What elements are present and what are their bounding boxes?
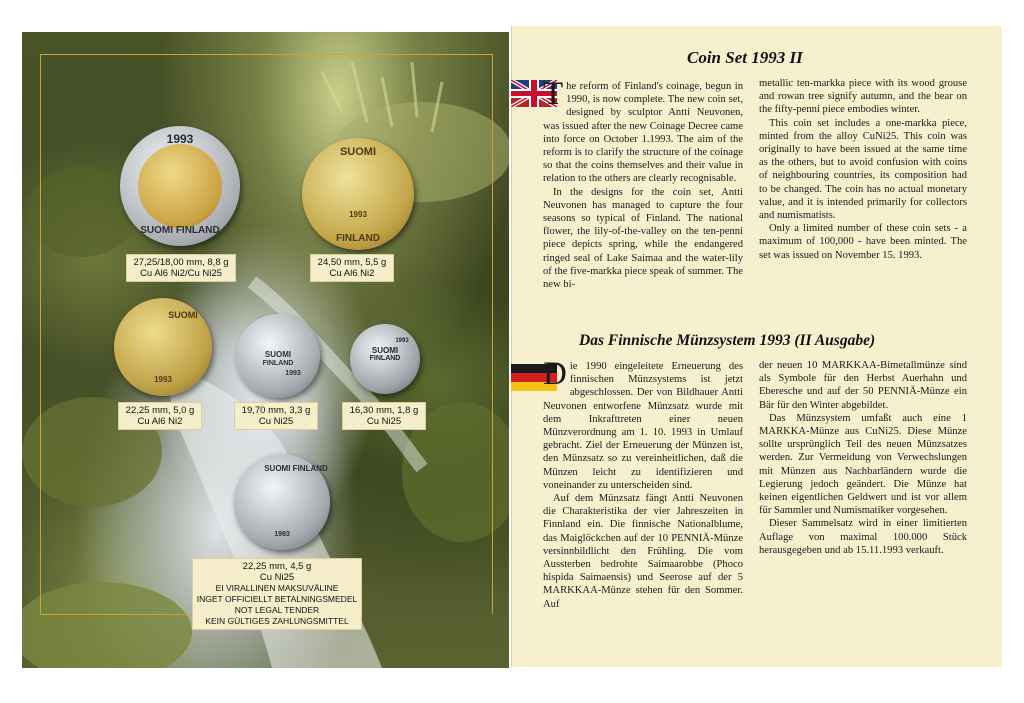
- coin-label: [126, 254, 236, 282]
- coin-1-markka-silver: [234, 454, 330, 550]
- coin-label-line: Cu Ni25: [258, 416, 294, 427]
- coin-label-line: 22,25 mm, 5,0 g: [125, 405, 195, 416]
- coin-year: 1993: [349, 210, 367, 219]
- coin-label: [234, 402, 318, 430]
- coin-label-line: INGET OFFICIELLT BETALNINGSMEDEL: [196, 594, 358, 604]
- coin-label-line: Cu Ni25: [366, 416, 402, 427]
- coin-label: [342, 402, 426, 430]
- english-paragraph: In the designs for the coin set, Antti Neuvonen has managed to capture the four seasons so typical of Finland. The national flower, the lily-of-the-valley on the ten-penni piece depicts spring, while the endangered ringed seal of Lake Saimaa and the water-lily of the five-markka piece speak of summer. The new bi-: [543, 186, 743, 291]
- coin-label-line: 19,70 mm, 3,3 g: [241, 405, 311, 416]
- coin-label-line: KEIN GÜLTIGES ZAHLUNGSMITTEL: [205, 616, 349, 626]
- coin-5-markkaa: [302, 138, 414, 250]
- coin-label-line: 27,25/18,00 mm, 8,8 g: [133, 257, 229, 268]
- german-paragraph: ie 1990 eingeleitete Erneuerung des finnischen Münzsystems ist jetzt abgeschlossen. Der von Bildhauer Antti Neuvonen entworfene Münzsatz wurde mit dem Inkrafttreten einer neuen Münzverordnung am 1. 10. 1993 in Umlauf gebracht. Ziel der Erneuerung der Münzen ist, den Münzsatz so zu vereinheitlichen, daß die Münzen leicht zu identifizieren und voneinander zu unterscheiden sind.: [543, 361, 743, 491]
- text-panel: [511, 26, 1002, 667]
- coin-label-line: Cu Ni25: [259, 572, 295, 583]
- coin-year: 1993: [395, 338, 409, 344]
- coin-10-markkaa: [120, 126, 240, 246]
- english-column-1: [543, 76, 743, 291]
- coin-year: 1993: [285, 370, 301, 377]
- german-dropcap: D: [543, 356, 567, 392]
- coin-label-line: Cu Al6 Ni2/Cu Ni25: [140, 268, 222, 279]
- coin-top-text: SUOMI: [339, 146, 377, 158]
- german-column-1: [543, 356, 743, 611]
- german-column-2: [759, 359, 967, 557]
- gold-frame-line-bottom: [40, 614, 212, 615]
- german-paragraph: Auf dem Münzsatz fängt Antti Neuvonen die Charakteristika der vier Jahreszeiten in Finnland ein. Die finnische Nationalblume, das Maiglöckchen auf der 10 PENNIÄ-Münze versinnbildlicht den Frühling. Die vom Aussterben bedrohte Saimaarobbe (Phoco hispida Saimaensis) und Seerose auf der 5 MARKKAA-Münze stehen für den Sommer. Auf: [543, 493, 743, 610]
- coin-1-markka-gold: [114, 298, 212, 396]
- coin-top-text: SUOMI: [168, 310, 198, 320]
- coin-label-line: 22,25 mm, 4,5 g: [242, 561, 312, 572]
- coin-top-text: 1993: [166, 132, 194, 146]
- coin-label-line: Cu Al6 Ni2: [329, 268, 375, 279]
- german-paragraph: Das Münzsystem umfaßt auch eine 1 MARKKA-Münze aus CuNi25. Diese Münze sollte ursprünglich Teil des neuen Münzsatzes werden. Zur Vermeidung von Verwechslungen mit Münzen aus Nachbarländern wurde die Legierung jedoch geändert. Die Münze hat keinen eigentlichen Geldwert und ist vor allem für Sammler und Numismatiker vorgesehen.: [759, 412, 967, 517]
- coin-label-line: NOT LEGAL TENDER: [234, 605, 320, 615]
- english-paragraph: metallic ten-markka piece with its wood grouse and rowan tree signify autumn, and the bear on the fifty-penni piece embodies winter.: [759, 78, 967, 116]
- coin-label-line: EI VIRALLINEN MAKSUVÄLINE: [215, 583, 339, 593]
- coin-top-text: SUOMI: [264, 350, 292, 359]
- coin-photo-panel: [22, 32, 509, 668]
- coin-bottom-text: SUOMI FINLAND: [140, 225, 220, 236]
- gold-frame-line-right: [492, 54, 493, 614]
- german-paragraph: Dieser Sammelsatz wird in einer limitierten Auflage von maximal 100.000 Stück herausgegeben und ab 15.11.1993 verkauft.: [759, 518, 967, 556]
- german-title: Das Finnische Münzsystem 1993 (II Ausgabe): [579, 332, 876, 349]
- english-paragraph: This coin set includes a one-markka piece, minted from the alloy CuNi25. This coin was originally to have been issued at the same time as the others, but to avoid confusion with coins of neighbouring countries, its composition had to be changed. The coin has no actual monetary value, and it is intended primarily for collectors and numismatists.: [759, 117, 967, 222]
- coin-label: [310, 254, 394, 282]
- coin-10-pennia: [350, 324, 420, 394]
- coin-top-text: SUOMI: [371, 346, 399, 355]
- coin-label-line: Cu Al6 Ni2: [137, 416, 183, 427]
- coin-year: 1993: [274, 531, 290, 538]
- coin-top-text: SUOMI FINLAND: [264, 464, 328, 473]
- coin-year: 1993: [154, 375, 172, 384]
- coin-50-pennia: [236, 314, 320, 398]
- english-paragraph: he reform of Finland's coinage, begun in 1990, is now complete. The new coin set, designed by sculptor Antti Neuvonen, was issued after the new Coinage Decree came into force on October 1.1993. The aim of the reform is to clarify the structure of the coinage so that the coins themselves and their value in relation to the others are clearly recognisable.: [543, 81, 743, 185]
- coin-bottom-text: FINLAND: [369, 355, 401, 362]
- coin-center-gold: [138, 144, 222, 228]
- coin-label: [118, 402, 202, 430]
- coin-bottom-text: FINLAND: [262, 360, 294, 367]
- coin-label: [192, 558, 362, 630]
- english-title: Coin Set 1993 II: [687, 48, 803, 67]
- english-dropcap: T: [543, 76, 564, 112]
- coin-label-line: 16,30 mm, 1,8 g: [349, 405, 419, 416]
- english-column-2: [759, 77, 967, 262]
- english-paragraph: Only a limited number of these coin sets - a maximum of 100,000 - have been minted. The set was issued on November 15. 1993.: [759, 223, 967, 261]
- coin-label-line: 24,50 mm, 5,5 g: [317, 257, 387, 268]
- german-paragraph: der neuen 10 MARKKAA-Bimetallmünze sind als Symbole für den Herbst Auerhahn und Eberesche und auf der 50 PENNIÄ-Münze ein Bär für den Winter abgebildet.: [759, 360, 967, 411]
- coin-bottom-text: FINLAND: [336, 233, 380, 244]
